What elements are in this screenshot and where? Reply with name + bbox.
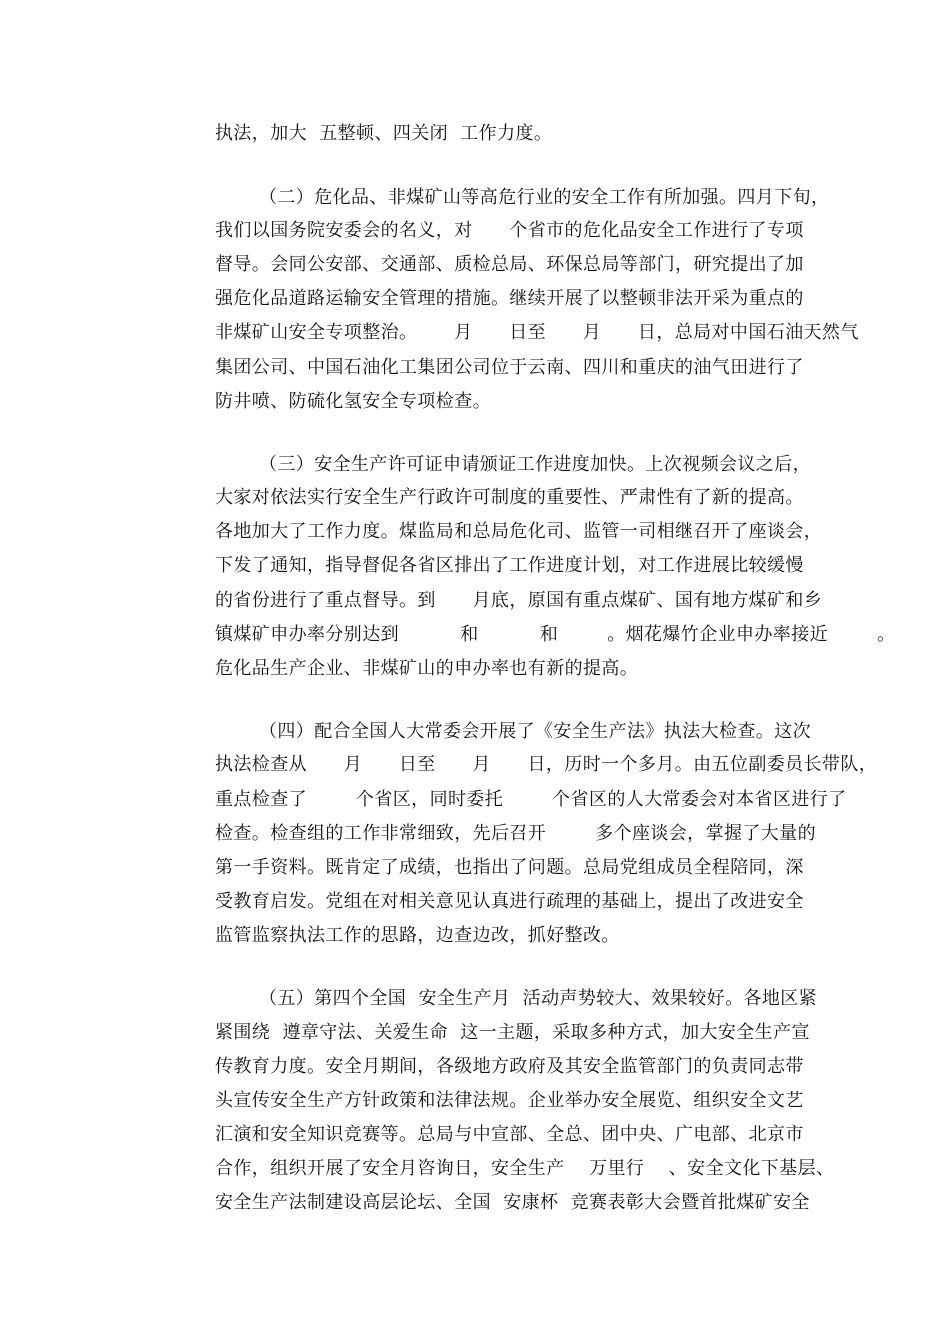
- paragraph-line: 紧围绕 遵章守法、关爱生命 这一主题，采取多种方式，加大安全生产宣: [215, 1022, 810, 1043]
- paragraph-line: 下发了通知，指导督促各省区排出了工作进度计划，对工作进展比较缓慢: [215, 555, 804, 576]
- paragraph-line: 非煤矿山安全专项整治。 月 日至 月 日，总局对中国石油天然气: [215, 322, 859, 343]
- paragraph-line: （二）危化品、非煤矿山等高危行业的安全工作有所加强。四月下旬，: [259, 187, 830, 208]
- paragraph-line: 合作，组织开展了安全月咨询日，安全生产 万里行 、安全文化下基层、: [215, 1158, 835, 1179]
- paragraph-line: 安全生产法制建设高层论坛、全国 安康杯 竞赛表彰大会暨首批煤矿安全: [215, 1192, 810, 1213]
- paragraph-line: 镇煤矿申办率分别达到 和 和 。烟花爆竹企业申办率接近 。: [215, 624, 896, 645]
- paragraph-line: 我们以国务院安委会的名义，对 个省市的危化品安全工作进行了专项: [215, 220, 804, 241]
- paragraph-line: 受教育启发。党组在对相关意见认真进行疏理的基础上，提出了改进安全: [215, 891, 804, 912]
- paragraph-line: 集团公司、中国石油化工集团公司位于云南、四川和重庆的油气田进行了: [215, 357, 804, 378]
- paragraph-line: 监管监察执法工作的思路，边查边改，抓好整改。: [215, 925, 620, 946]
- paragraph-line: 大家对依法实行安全生产行政许可制度的重要性、严肃性有了新的提高。: [215, 487, 804, 508]
- paragraph-line: （四）配合全国人大常委会开展了《安全生产法》执法大检查。这次: [259, 721, 811, 742]
- paragraph-line: 传教育力度。安全月期间，各级地方政府及其安全监管部门的负责同志带: [215, 1056, 804, 1077]
- paragraph-line: 防井喷、防硫化氢安全专项检查。: [215, 391, 491, 412]
- paragraph-line: （三）安全生产许可证申请颁证工作进度加快。上次视频会议之后，: [259, 454, 811, 475]
- paragraph-line: 执法检查从 月 日至 月 日，历时一个多月。由五位副委员长带队，: [215, 754, 878, 775]
- paragraph-line: （五）第四个全国 安全生产月 活动声势较大、效果较好。各地区紧: [259, 988, 818, 1009]
- paragraph-line: 强危化品道路运输安全管理的措施。继续开展了以整顿非法开采为重点的: [215, 288, 804, 309]
- paragraph-line: 危化品生产企业、非煤矿山的申办率也有新的提高。: [215, 658, 639, 679]
- paragraph-line: 汇演和安全知识竞赛等。总局与中宣部、全总、团中央、广电部、北京市: [215, 1124, 804, 1145]
- paragraph-line: 执法，加大 五整顿、四关闭 工作力度。: [215, 123, 553, 144]
- paragraph-line: 第一手资料。既肯定了成绩，也指出了问题。总局党组成员全程陪同，深: [215, 857, 804, 878]
- paragraph-line: 重点检查了 个省区，同时委托 个省区的人大常委会对本省区进行了: [215, 789, 847, 810]
- paragraph-line: 督导。会同公安部、交通部、质检总局、环保总局等部门，研究提出了加: [215, 254, 804, 275]
- paragraph-line: 各地加大了工作力度。煤监局和总局危化司、监管一司相继召开了座谈会，: [215, 521, 823, 542]
- paragraph-line: 检查。检查组的工作非常细致，先后召开 多个座谈会，掌握了大量的: [215, 823, 816, 844]
- paragraph-line: 的省份进行了重点督导。到 月底，原国有重点煤矿、国有地方煤矿和乡: [215, 590, 823, 611]
- paragraph-line: 头宣传安全生产方针政策和法律法规。企业举办安全展览、组织安全文艺: [215, 1090, 804, 1111]
